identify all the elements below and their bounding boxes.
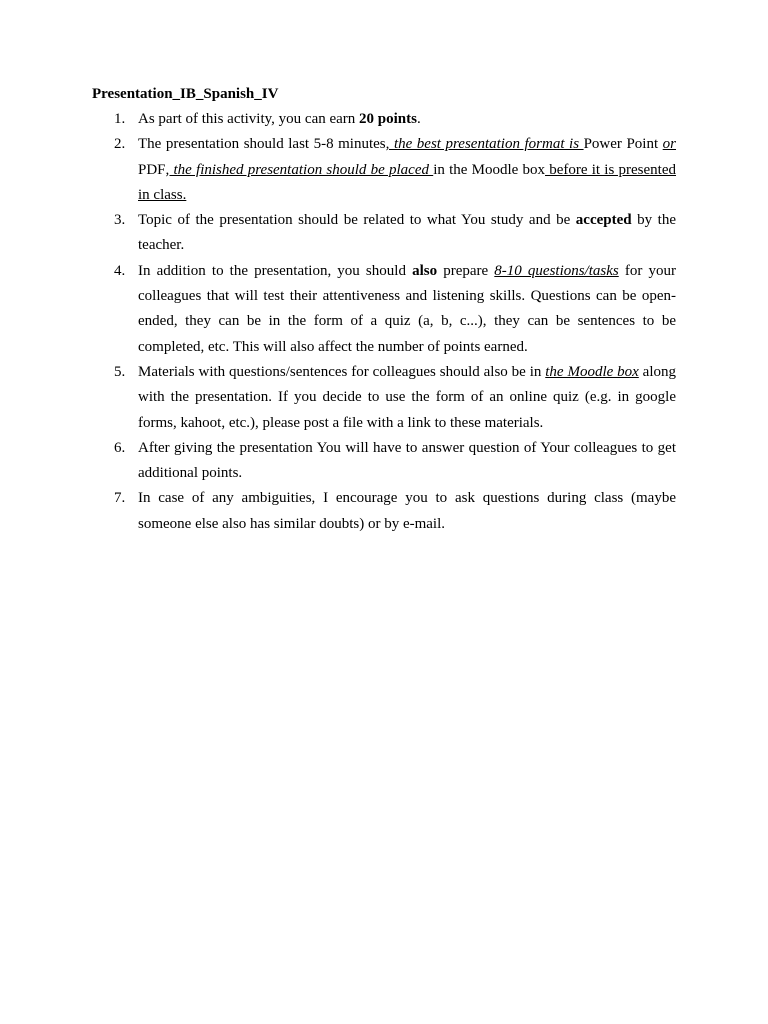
list-item-text: along with the presentation. If you decide to use the form of an online quiz (e.g. in google forms, kahoot, etc.), please post a file with a link to these materials. [138,363,676,431]
document-title: Presentation_IB_Spanish_IV [92,86,279,102]
list-item-number: 5. [114,363,126,380]
list-item-number: 2. [114,136,126,153]
list-item [92,436,676,487]
list-item-number: 7. [114,490,126,507]
bold-text: also [412,262,438,279]
list-item-text: for your colleagues that will test their attentiveness and listening skills. Questions can be open-ended, they can be in the form of a quiz (a, b, c...), they can be sentences to be completed, etc. This will also affect the number of points earned. [138,262,676,355]
list-item-text: In case of any ambiguities, I encourage you to ask questions during class (maybe someone else also has similar doubts) or by e-mail. [138,490,676,532]
emphasized-text: , the finished presentation should be placed [165,161,434,178]
list-item-number: 4. [114,262,126,279]
list-item-number: 1. [114,111,126,127]
list-item [92,208,676,259]
list-item-text: Topic of the presentation should be related to what You study and be [138,212,576,229]
emphasized-text: 8-10 questions/tasks [494,262,619,279]
list-item-text: In addition to the presentation, you should [138,262,413,279]
list-item-text: PDF [138,161,166,178]
bold-text: 20 points [359,111,417,127]
list-item-number: 6. [114,439,126,456]
document-page [92,84,676,537]
list-item-text: by the teacher. [138,212,676,254]
list-item [92,107,676,132]
bold-text: accepted [575,212,632,229]
list-item [92,259,676,360]
list-item-text: The presentation should last 5-8 minutes [138,136,386,153]
list-item-text: prepare [437,262,495,279]
list-item [92,132,676,208]
list-item-text: Materials with questions/sentences for colleagues should also be in [138,363,546,380]
list-item-text: Power Point [583,136,663,153]
list-item-text: As part of this activity, you can earn [138,111,360,127]
instruction-list [92,107,676,537]
list-item [92,360,676,436]
list-item-number: 3. [114,212,126,229]
list-item-text: After giving the presentation You will have to answer question of Your colleagues to get additional points. [138,439,676,482]
list-item-text: in the Moodle box [433,161,546,178]
list-item [92,486,676,537]
underlined-text: before it is presented in class. [138,161,677,203]
list-item-text: . [416,111,421,127]
emphasized-text: , the best presentation format is [385,136,584,153]
emphasized-text: or [662,136,677,153]
emphasized-text: the Moodle box [545,363,639,380]
